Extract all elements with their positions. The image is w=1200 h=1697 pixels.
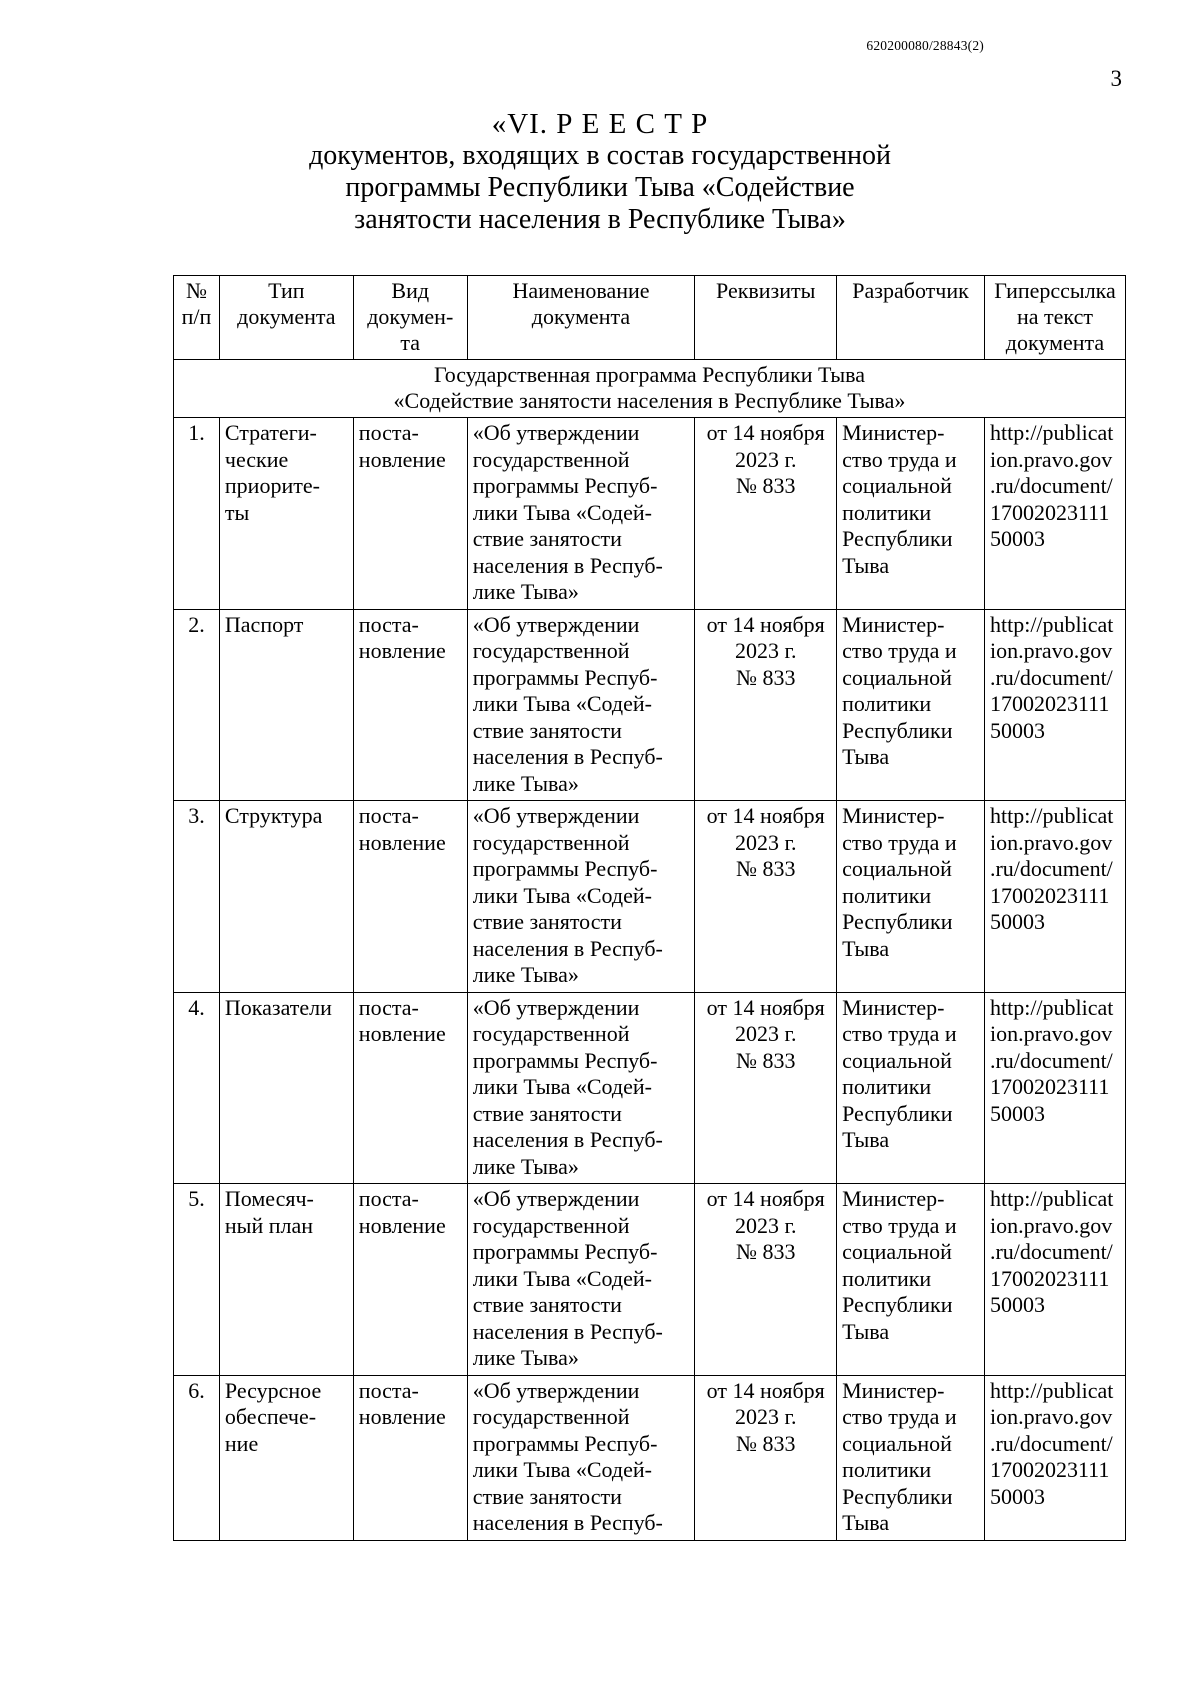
cell-num: 6.: [174, 1375, 220, 1540]
cell-kind: поста- новление: [353, 1375, 467, 1540]
title-line-2: документов, входящих в состав государственной: [309, 140, 891, 171]
title-registry: «VI. Р Е Е С Т Р: [491, 108, 709, 140]
title-line-4: занятости населения в Республике Тыва»: [354, 204, 846, 235]
document-title: [0, 108, 1200, 236]
registry-table: [173, 275, 1126, 1541]
cell-type: Стратеги- ческие приорите- ты: [219, 418, 353, 610]
cell-requisites: от 14 ноября 2023 г. № 833: [695, 801, 837, 993]
cell-developer: Министер- ство труда и социальной политики Республики Тыва: [837, 801, 985, 993]
cell-type: Помесяч- ный план: [219, 1184, 353, 1376]
cell-kind: поста- новление: [353, 801, 467, 993]
header-link: Гиперссылка на текст документа: [984, 276, 1125, 360]
cell-name: «Об утверждении государственной программы Респуб- лики Тыва «Содей- ствие занятости населения в Респуб- лике Тыва»: [467, 1184, 695, 1376]
cell-link[interactable]: http://publicat ion.pravo.gov .ru/document/ 17002023111 50003: [984, 609, 1125, 801]
cell-name: «Об утверждении государственной программы Респуб- лики Тыва «Содей- ствие занятости населения в Респуб-: [467, 1375, 695, 1540]
section-row: [174, 360, 1126, 418]
cell-link[interactable]: http://publicat ion.pravo.gov .ru/document/ 17002023111 50003: [984, 992, 1125, 1184]
cell-requisites: от 14 ноября 2023 г. № 833: [695, 609, 837, 801]
table-row: [174, 418, 1126, 610]
cell-num: 4.: [174, 992, 220, 1184]
table-row: [174, 1375, 1126, 1540]
cell-requisites: от 14 ноября 2023 г. № 833: [695, 1375, 837, 1540]
cell-link[interactable]: http://publicat ion.pravo.gov .ru/document/ 17002023111 50003: [984, 418, 1125, 610]
page-number: 3: [1110, 66, 1122, 91]
cell-num: 5.: [174, 1184, 220, 1376]
cell-type: Структура: [219, 801, 353, 993]
table-row: [174, 992, 1126, 1184]
cell-num: 1.: [174, 418, 220, 610]
cell-requisites: от 14 ноября 2023 г. № 833: [695, 418, 837, 610]
cell-type: Показатели: [219, 992, 353, 1184]
cell-type: Ресурсное обеспече- ние: [219, 1375, 353, 1540]
header-type: Тип документа: [219, 276, 353, 360]
header-requisites: Реквизиты: [695, 276, 837, 360]
cell-link[interactable]: http://publicat ion.pravo.gov .ru/document/ 17002023111 50003: [984, 1184, 1125, 1376]
table-row: [174, 801, 1126, 993]
cell-num: 3.: [174, 801, 220, 993]
table-header-row: [174, 276, 1126, 360]
cell-requisites: от 14 ноября 2023 г. № 833: [695, 992, 837, 1184]
header-developer: Разработчик: [837, 276, 985, 360]
title-line-3: программы Республики Тыва «Содействие: [345, 172, 855, 203]
cell-developer: Министер- ство труда и социальной политики Республики Тыва: [837, 418, 985, 610]
table-row: [174, 1184, 1126, 1376]
cell-kind: поста- новление: [353, 1184, 467, 1376]
cell-requisites: от 14 ноября 2023 г. № 833: [695, 1184, 837, 1376]
table-row: [174, 609, 1126, 801]
cell-name: «Об утверждении государственной программы Респуб- лики Тыва «Содей- ствие занятости населения в Респуб- лике Тыва»: [467, 992, 695, 1184]
cell-developer: Министер- ство труда и социальной политики Республики Тыва: [837, 609, 985, 801]
cell-type: Паспорт: [219, 609, 353, 801]
cell-kind: поста- новление: [353, 609, 467, 801]
section-title: Государственная программа Республики Тыва «Содействие занятости населения в Республике Тыва»: [174, 360, 1126, 418]
cell-kind: поста- новление: [353, 418, 467, 610]
cell-developer: Министер- ство труда и социальной политики Республики Тыва: [837, 992, 985, 1184]
cell-link[interactable]: http://publicat ion.pravo.gov .ru/document/ 17002023111 50003: [984, 1375, 1125, 1540]
cell-developer: Министер- ство труда и социальной политики Республики Тыва: [837, 1375, 985, 1540]
header-kind: Вид докумен- та: [353, 276, 467, 360]
cell-name: «Об утверждении государственной программы Респуб- лики Тыва «Содей- ствие занятости населения в Респуб- лике Тыва»: [467, 609, 695, 801]
cell-kind: поста- новление: [353, 992, 467, 1184]
cell-name: «Об утверждении государственной программы Респуб- лики Тыва «Содей- ствие занятости населения в Респуб- лике Тыва»: [467, 418, 695, 610]
cell-num: 2.: [174, 609, 220, 801]
cell-developer: Министер- ство труда и социальной политики Республики Тыва: [837, 1184, 985, 1376]
doc-number: 620200080/28843(2): [866, 38, 984, 53]
cell-name: «Об утверждении государственной программы Респуб- лики Тыва «Содей- ствие занятости населения в Респуб- лике Тыва»: [467, 801, 695, 993]
cell-link[interactable]: http://publicat ion.pravo.gov .ru/document/ 17002023111 50003: [984, 801, 1125, 993]
header-name: Наименование документа: [467, 276, 695, 360]
header-num: № п/п: [174, 276, 220, 360]
